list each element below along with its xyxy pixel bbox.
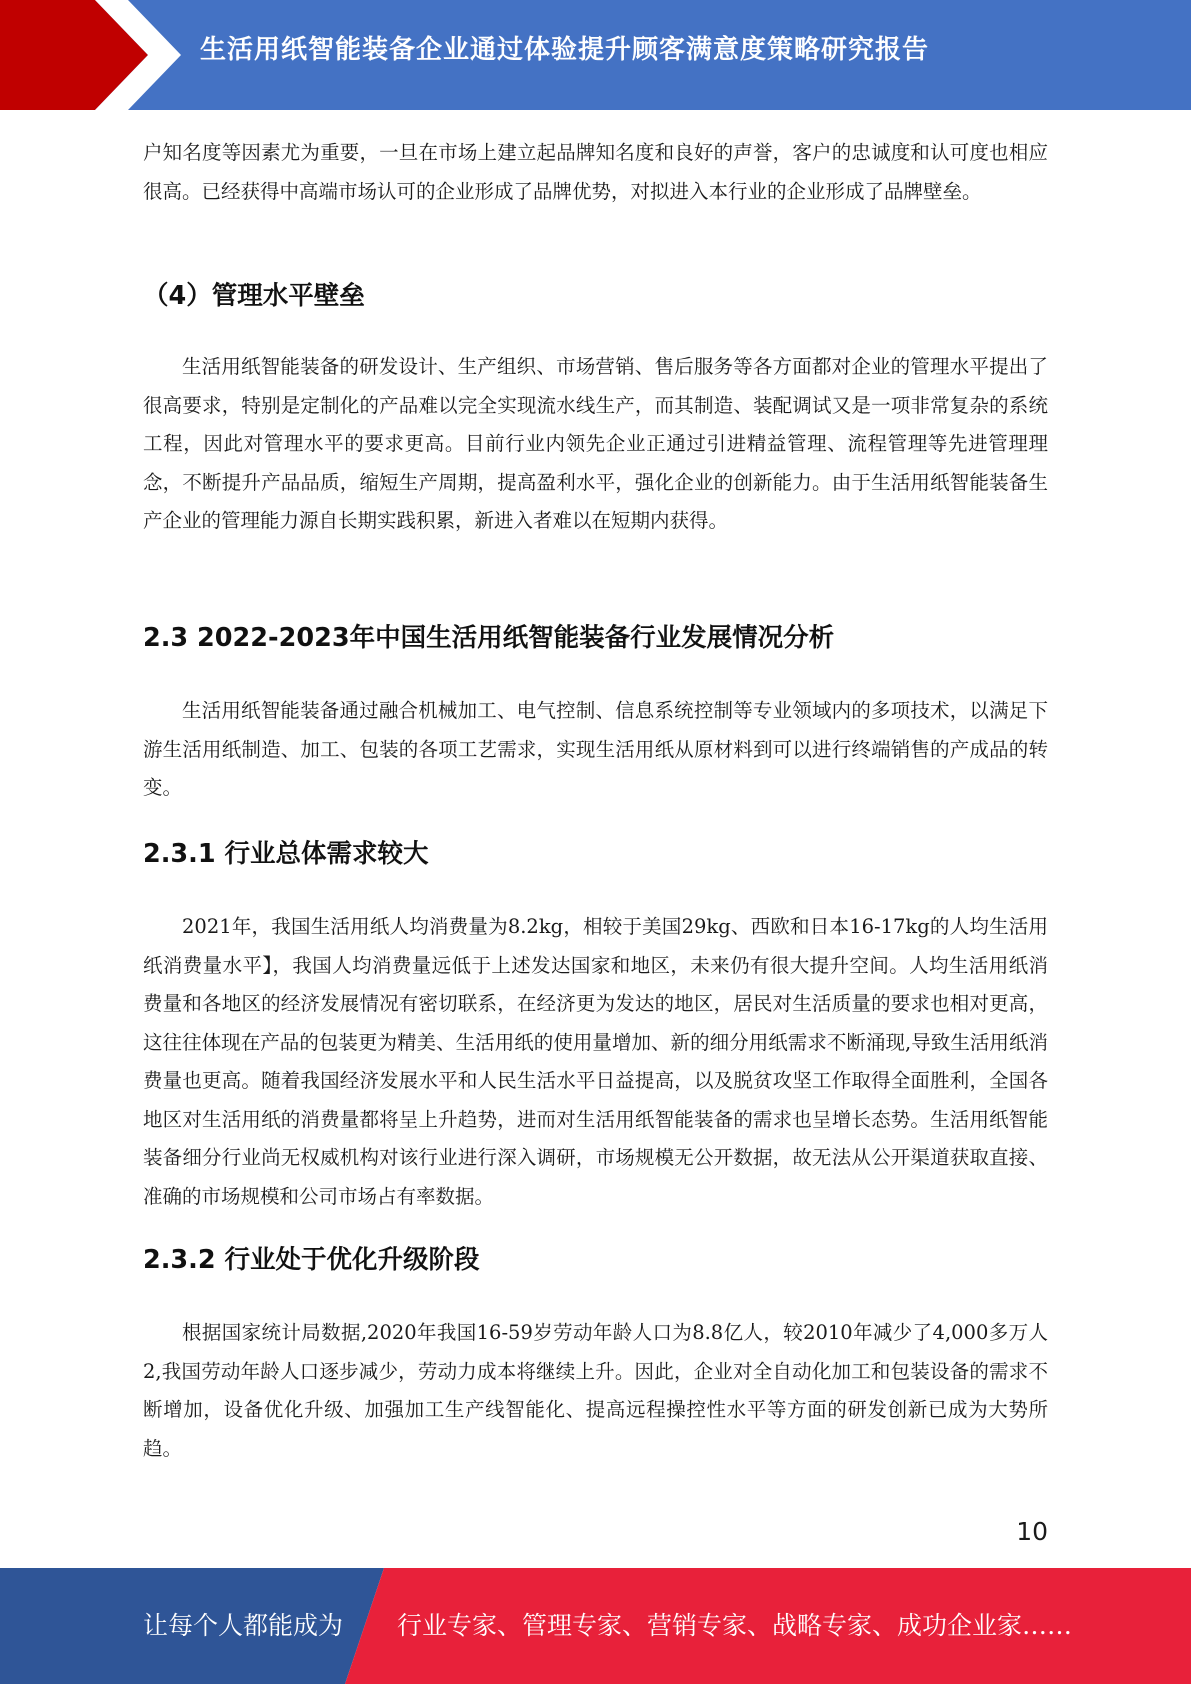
page-footer bbox=[0, 1568, 1191, 1684]
paragraph-management: 生活用纸智能装备的研发设计、生产组织、市场营销、售后服务等各方面都对企业的管理水平提出了很高要求，特别是定制化的产品难以完全实现流水线生产，而其制造、装配调试又是一项非常复杂的系统工程，因此对管理水平的要求更高。目前行业内领先企业正通过引进精益管理、流程管理等先进管理理念，不断提升产品品质，缩短生产周期，提高盈利水平，强化企业的创新能力。由于生活用纸智能装备生产企业的管理能力源自长期实践积累，新进入者难以在短期内获得。 bbox=[143, 355, 1048, 532]
paragraph-section-2-3-1: 2021年，我国生活用纸人均消费量为8.2kg，相较于美国29kg、西欧和日本16-17kg的人均生活用纸消费量水平】，我国人均消费量远低于上述发达国家和地区，未来仍有很大提升空间。人均生活用纸消费量和各地区的经济发展情况有密切联系，在经济更为发达的地区，居民对生活质量的要求也相对更高，这往往体现在产品的包装更为精美、生活用纸的使用量增加、新的细分用纸需求不断涌现,导致生活用纸消费量也更高。随着我国经济发展水平和人民生活水平日益提高，以及脱贫攻坚工作取得全面胜利，全国各地区对生活用纸的消费量都将呈上升趋势，进而对生活用纸智能装备的需求也呈增长态势。生活用纸智能装备细分行业尚无权威机构对该行业进行深入调研，市场规模无公开数据，故无法从公开渠道获取直接、准确的市场规模和公司市场占有率数据。 bbox=[143, 915, 1048, 1208]
page-header bbox=[0, 0, 1191, 110]
heading-section-2-3-2: 2.3.2 行业处于优化升级阶段 bbox=[143, 1245, 480, 1275]
paragraph-section-2-3: 生活用纸智能装备通过融合机械加工、电气控制、信息系统控制等专业领域内的多项技术，以满足下游生活用纸制造、加工、包装的各项工艺需求，实现生活用纸从原材料到可以进行终端销售的产成品的转变。 bbox=[143, 699, 1048, 799]
footer-slogan-right: 行业专家、管理专家、营销专家、战略专家、成功企业家…… bbox=[397, 1611, 1073, 1640]
paragraph-intro: 户知名度等因素尤为重要，一旦在市场上建立起品牌知名度和良好的声誉，客户的忠诚度和认可度也相应很高。已经获得中高端市场认可的企业形成了品牌优势，对拟进入本行业的企业形成了品牌壁垒。 bbox=[143, 141, 1048, 203]
heading-management-barrier: （4）管理水平壁垒 bbox=[143, 281, 365, 311]
header-title: 生活用纸智能装备企业通过体验提升顾客满意度策略研究报告 bbox=[200, 35, 930, 65]
paragraph-section-2-3-2: 根据国家统计局数据,2020年我国16-59岁劳动年龄人口为8.8亿人，较2010年减少了4,000多万人2,我国劳动年龄人口逐步减少，劳动力成本将继续上升。因此，企业对全自动化加工和包装设备的需求不断增加，设备优化升级、加强加工生产线智能化、提高远程操控性水平等方面的研发创新已成为大势所趋。 bbox=[143, 1321, 1048, 1460]
heading-section-2-3-1: 2.3.1 行业总体需求较大 bbox=[143, 839, 429, 869]
heading-section-2-3: 2.3 2022-2023年中国生活用纸智能装备行业发展情况分析 bbox=[143, 623, 835, 653]
page-number: 10 bbox=[1016, 1517, 1048, 1546]
footer-slogan-left: 让每个人都能成为 bbox=[143, 1611, 344, 1640]
